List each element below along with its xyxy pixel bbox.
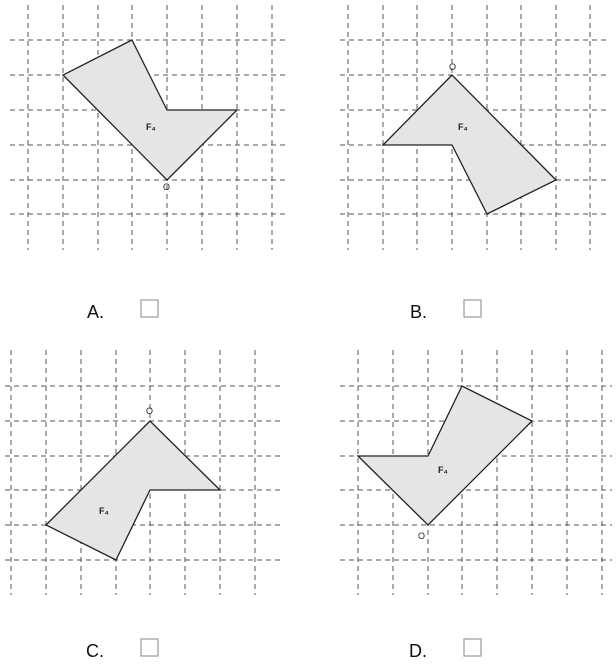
figure-label-c: F₄ [99, 506, 109, 516]
center-label-c: O [146, 406, 154, 416]
center-label-b: O [449, 62, 457, 72]
option-c-checkbox[interactable] [141, 639, 158, 656]
shape-f4-a [63, 40, 237, 180]
center-label-d: O [418, 531, 426, 541]
panel-d [340, 350, 612, 661]
panel-a [10, 5, 285, 322]
option-b-checkbox[interactable] [464, 300, 481, 317]
option-d-checkbox[interactable] [464, 639, 481, 656]
option-d-letter: D. [409, 641, 427, 661]
figure-label-a: F₄ [146, 122, 156, 132]
option-a-checkbox[interactable] [141, 300, 158, 317]
panel-c [5, 350, 280, 661]
option-c-letter: C. [86, 641, 104, 661]
option-b-letter: B. [410, 302, 428, 322]
figure-label-d: F₄ [438, 465, 448, 475]
figure-label-b: F₄ [458, 122, 468, 132]
option-a-letter: A. [87, 302, 105, 322]
center-label-a: O [163, 182, 171, 192]
panel-b [340, 5, 610, 322]
